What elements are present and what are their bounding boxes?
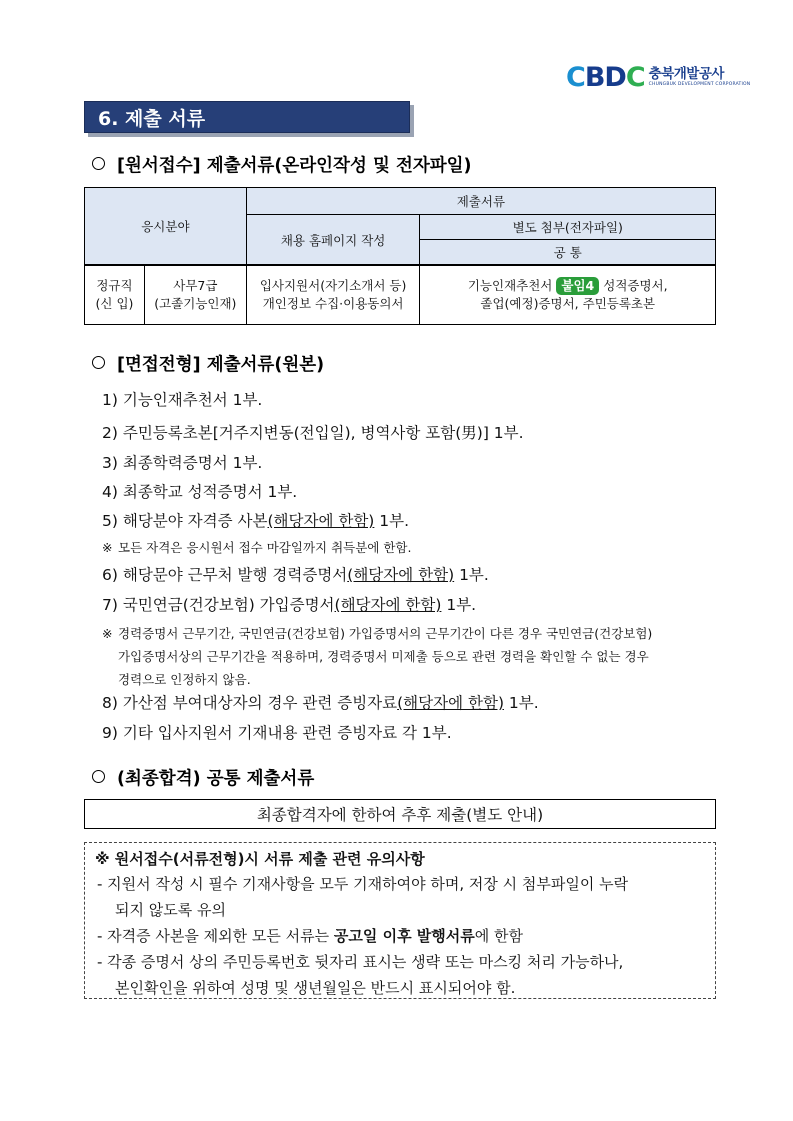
list-item: 9) 기타 입사지원서 기재내용 관련 증빙자료 각 1부. — [102, 724, 452, 742]
list-item: 5) 해당분야 자격증 사본(해당자에 한함) 1부. — [102, 512, 410, 530]
online-submission-heading: [원서접수] 제출서류(온라인작성 및 전자파일) — [92, 152, 472, 177]
attachment-badge: 붙임4 — [556, 277, 599, 295]
list-item: 2) 주민등록초본[거주지변동(전입일), 병역사항 포함(男)] 1부. — [102, 424, 524, 442]
header-homepage: 채용 홈페이지 작성 — [246, 215, 420, 266]
caution-box: ※ 원서접수(서류전형)시 서류 제출 관련 유의사항 - 지원서 작성 시 필수 기재사항을 모두 기재하여야 하며, 저장 시 첨부파일이 누락 되지 않도록 유의 - 자격증 사본을 제외한 모든 서류는 공고일 이후 발행서류에 한함 - 각종 증명서 상의 주민등록번호 뒷자리 표시는 생략 또는 마스킹 처리 가능하나, 본인확인을 위하여 성명 및 생년월일은 반드시 표시되어야 함. — [84, 842, 716, 999]
header-attach: 별도 첨부(전자파일) — [420, 215, 716, 240]
company-logo — [566, 60, 750, 94]
cell-grade: 사무7급 (고졸기능인재) — [144, 265, 246, 325]
cell-attach-docs: 기능인재추천서 붙임4 성적증명서, 졸업(예정)증명서, 주민등록초본 — [420, 265, 716, 325]
final-submission-heading: (최종합격) 공통 제출서류 — [92, 765, 314, 790]
circle-bullet-icon — [92, 157, 105, 170]
logo-name-en: CHUNGBUK DEVELOPMENT CORPORATION — [648, 81, 751, 87]
final-submission-box: 최종합격자에 한하여 추후 제출(별도 안내) — [84, 799, 716, 829]
header-docs: 제출서류 — [246, 188, 715, 215]
interview-submission-heading: [면접전형] 제출서류(원본) — [92, 351, 324, 376]
logo-name-kr: 충북개발공사 — [648, 65, 724, 82]
caution-title: ※ 원서접수(서류전형)시 서류 제출 관련 유의사항 — [95, 850, 425, 868]
circle-bullet-icon — [92, 770, 105, 783]
header-field: 응시분야 — [85, 188, 247, 266]
list-item: 8) 가산점 부여대상자의 경우 관련 증빙자료(해당자에 한함) 1부. — [102, 694, 539, 712]
cell-type: 정규직 (신 입) — [85, 265, 145, 325]
note: ※ 경력증명서 근무기간, 국민연금(건강보험) 가입증명서의 근무기간이 다른 경우 국민연금(건강보험) 가입증명서상의 근무기간을 적용하며, 경력증명서 미제출 등으로 관련 경력을 확인할 수 없는 경우 경력으로 인정하지 않음. — [102, 626, 653, 687]
list-item: 3) 최종학력증명서 1부. — [102, 454, 263, 472]
table-row — [85, 265, 716, 325]
submission-docs-table — [84, 187, 716, 325]
note: ※ 모든 자격은 응시원서 접수 마감일까지 취득분에 한함. — [102, 540, 412, 555]
header-common: 공 통 — [420, 240, 716, 266]
list-item: 6) 해당문야 근무처 발행 경력증명서(해당자에 한함) 1부. — [102, 566, 489, 584]
cell-homepage-docs: 입사지원서(자기소개서 등) 개인정보 수집·이용동의서 — [246, 265, 420, 325]
list-item: 4) 최종학교 성적증명서 1부. — [102, 483, 298, 501]
list-item: 7) 국민연금(건강보험) 가입증명서(해당자에 한함) 1부. — [102, 596, 477, 614]
circle-bullet-icon — [92, 356, 105, 369]
list-item: 1) 기능인재추천서 1부. — [102, 391, 263, 409]
section-title: 6. 제출 서류 — [84, 101, 410, 133]
logo-mark: CBDC — [566, 61, 645, 93]
